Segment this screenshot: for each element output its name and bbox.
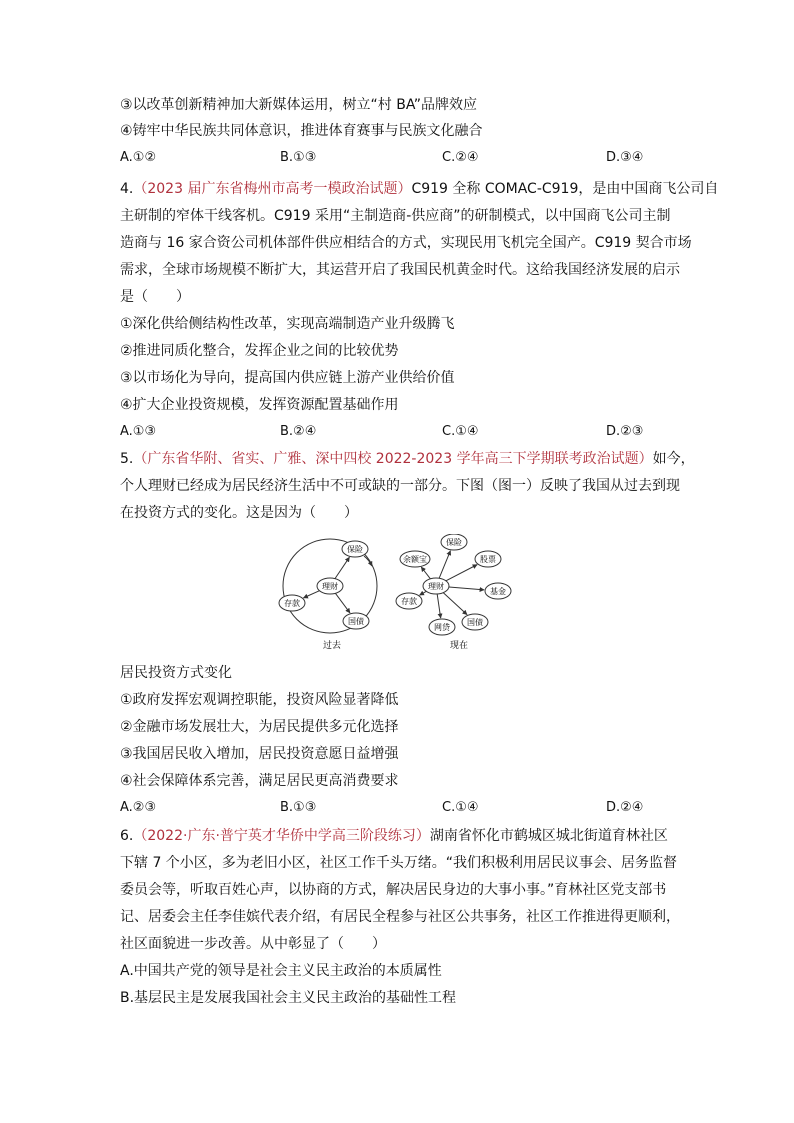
now-edge-1 [439,551,450,579]
now-node-label-4: 基金 [490,587,506,596]
now-edge-3 [449,587,484,590]
q5-item-3: ③我国居民收入增加，居民投资意愿日益增强 [120,746,399,762]
q4-stem-line-2: 主研制的窄体干线客机。C919 采用“主制造商-供应商”的研制模式，以中国商飞公司主制 [120,208,671,224]
now-label: 现在 [449,641,469,651]
q4-number: 4. [120,181,134,197]
q5-choice-b[interactable]: B.①③ [280,800,317,815]
q5-item-1: ①政府发挥宏观调控职能，投资风险显著降低 [120,692,399,708]
q6-source: （2022·广东·普宁英才华侨中学高三阶段练习） [133,828,430,844]
past-label: 过去 [322,641,342,651]
q5-choice-d[interactable]: D.②④ [606,800,644,815]
now-node-label-2: 保险 [446,538,462,547]
past-node-label-2: 存款 [284,599,300,608]
now-edge-0 [421,567,430,579]
now-node-label-5: 国债 [467,618,483,627]
past-node-label-0: 理财 [322,582,338,591]
now-edge-4 [443,593,467,615]
past-edge-2 [335,593,350,613]
q4-choice-c[interactable]: C.①④ [442,424,479,439]
q5-stem-line-3: 在投资方式的变化。这是因为（ ） [120,505,358,521]
investment-diagram [276,534,516,656]
q4-stem-line-5: 是（ ） [120,289,190,305]
q6-number: 6. [120,828,134,844]
now-edge-2 [446,565,477,581]
now-node-label-6: 网贷 [434,623,450,632]
past-node-label-3: 国债 [348,617,364,626]
investment-diagram-svg [276,534,516,652]
q6-stem-line-4: 记、居委会主任李佳嫔代表介绍，有居民全程参与社区公共事务，社区工作推进得更顺利， [120,909,680,925]
q4-stem-text: C919 全称 COMAC-C919，是由中国商飞公司自 [411,181,719,197]
now-node-label-7: 存款 [401,597,417,606]
q4-item-1: ①深化供给侧结构性改革，实现高端制造产业升级腾飞 [120,316,455,332]
q4-choice-a[interactable]: A.①③ [120,424,157,439]
q5-item-4: ④社会保障体系完善，满足居民更高消费要求 [120,773,399,789]
now-node-label-1: 余额宝 [403,555,427,564]
past-node-label-1: 保险 [347,545,363,554]
q6-stem-line-5: 社区面貌进一步改善。从中彰显了（ ） [120,936,386,952]
past-edge-1 [303,591,319,598]
q4-item-2: ②推进同质化整合，发挥企业之间的比较优势 [120,343,399,359]
q5-choice-c[interactable]: C.①④ [442,800,479,815]
q4-choice-d[interactable]: D.②③ [606,424,644,439]
now-node-label-0: 理财 [428,582,444,591]
past-edge-0 [335,557,349,578]
q3-option-3: ③以改革创新精神加大新媒体运用，树立“村 BA”品牌效应 [120,97,477,113]
q4-stem-line-4: 需求，全球市场规模不断扩大，其运营开启了我国民机黄金时代。这给我国经济发展的启示 [120,262,680,278]
q4-item-3: ③以市场化为导向，提高国内供应链上游产业供给价值 [120,370,455,386]
q6-stem-line-2: 下辖 7 个小区，多为老旧小区，社区工作千头万绪。“我们积极利用居民议事会、居务监督 [120,855,678,871]
q4-item-4: ④扩大企业投资规模，发挥资源配置基础作用 [120,397,399,413]
q6-stem-line-3: 委员会等，听取百姓心声，以协商的方式，解决居民身边的大事小事。”育林社区党支部书 [120,882,667,898]
q3-choice-c[interactable]: C.②④ [442,150,479,165]
q5-stem-text: 如今， [652,451,695,467]
q5-choice-a[interactable]: A.②③ [120,800,157,815]
q6-option-b[interactable]: B.基层民主是发展我国社会主义民主政治的基础性工程 [120,990,457,1006]
q3-option-4: ④铸牢中华民族共同体意识，推进体育赛事与民族文化融合 [120,123,483,139]
now-edge-5 [437,594,441,618]
q5-figure-caption: 居民投资方式变化 [120,665,232,681]
q3-choice-a[interactable]: A.①② [120,150,157,165]
q6-option-a[interactable]: A.中国共产党的领导是社会主义民主政治的本质属性 [120,963,442,979]
q6-stem-line-1 [120,823,668,849]
q5-stem-line-1 [120,446,695,472]
q4-choice-b[interactable]: B.②④ [280,424,317,439]
q5-source: （广东省华附、省实、广雅、深中四校 2022-2023 学年高三下学期联考政治试题） [133,451,653,467]
q5-number: 5. [120,451,134,467]
q3-choices [120,145,660,171]
q5-choices [120,795,660,821]
q6-stem-text: 湖南省怀化市鹤城区城北街道育林社区 [429,828,668,844]
q4-choices [120,419,660,445]
now-edge-6 [420,591,427,595]
q4-stem-line-3: 造商与 16 家合资公司机体部件供应相结合的方式，实现民用飞机完全国产。C919 契合市场 [120,235,692,251]
q3-choice-b[interactable]: B.①③ [280,150,317,165]
q5-item-2: ②金融市场发展壮大，为居民提供多元化选择 [120,719,399,735]
now-node-label-3: 股票 [480,555,496,564]
q4-stem-line-1 [120,176,718,202]
q3-choice-d[interactable]: D.③④ [606,150,644,165]
q4-source: （2023 届广东省梅州市高考一模政治试题） [133,181,412,197]
q5-stem-line-2: 个人理财已经成为居民经济生活中不可或缺的一部分。下图（图一）反映了我国从过去到现 [120,478,680,494]
